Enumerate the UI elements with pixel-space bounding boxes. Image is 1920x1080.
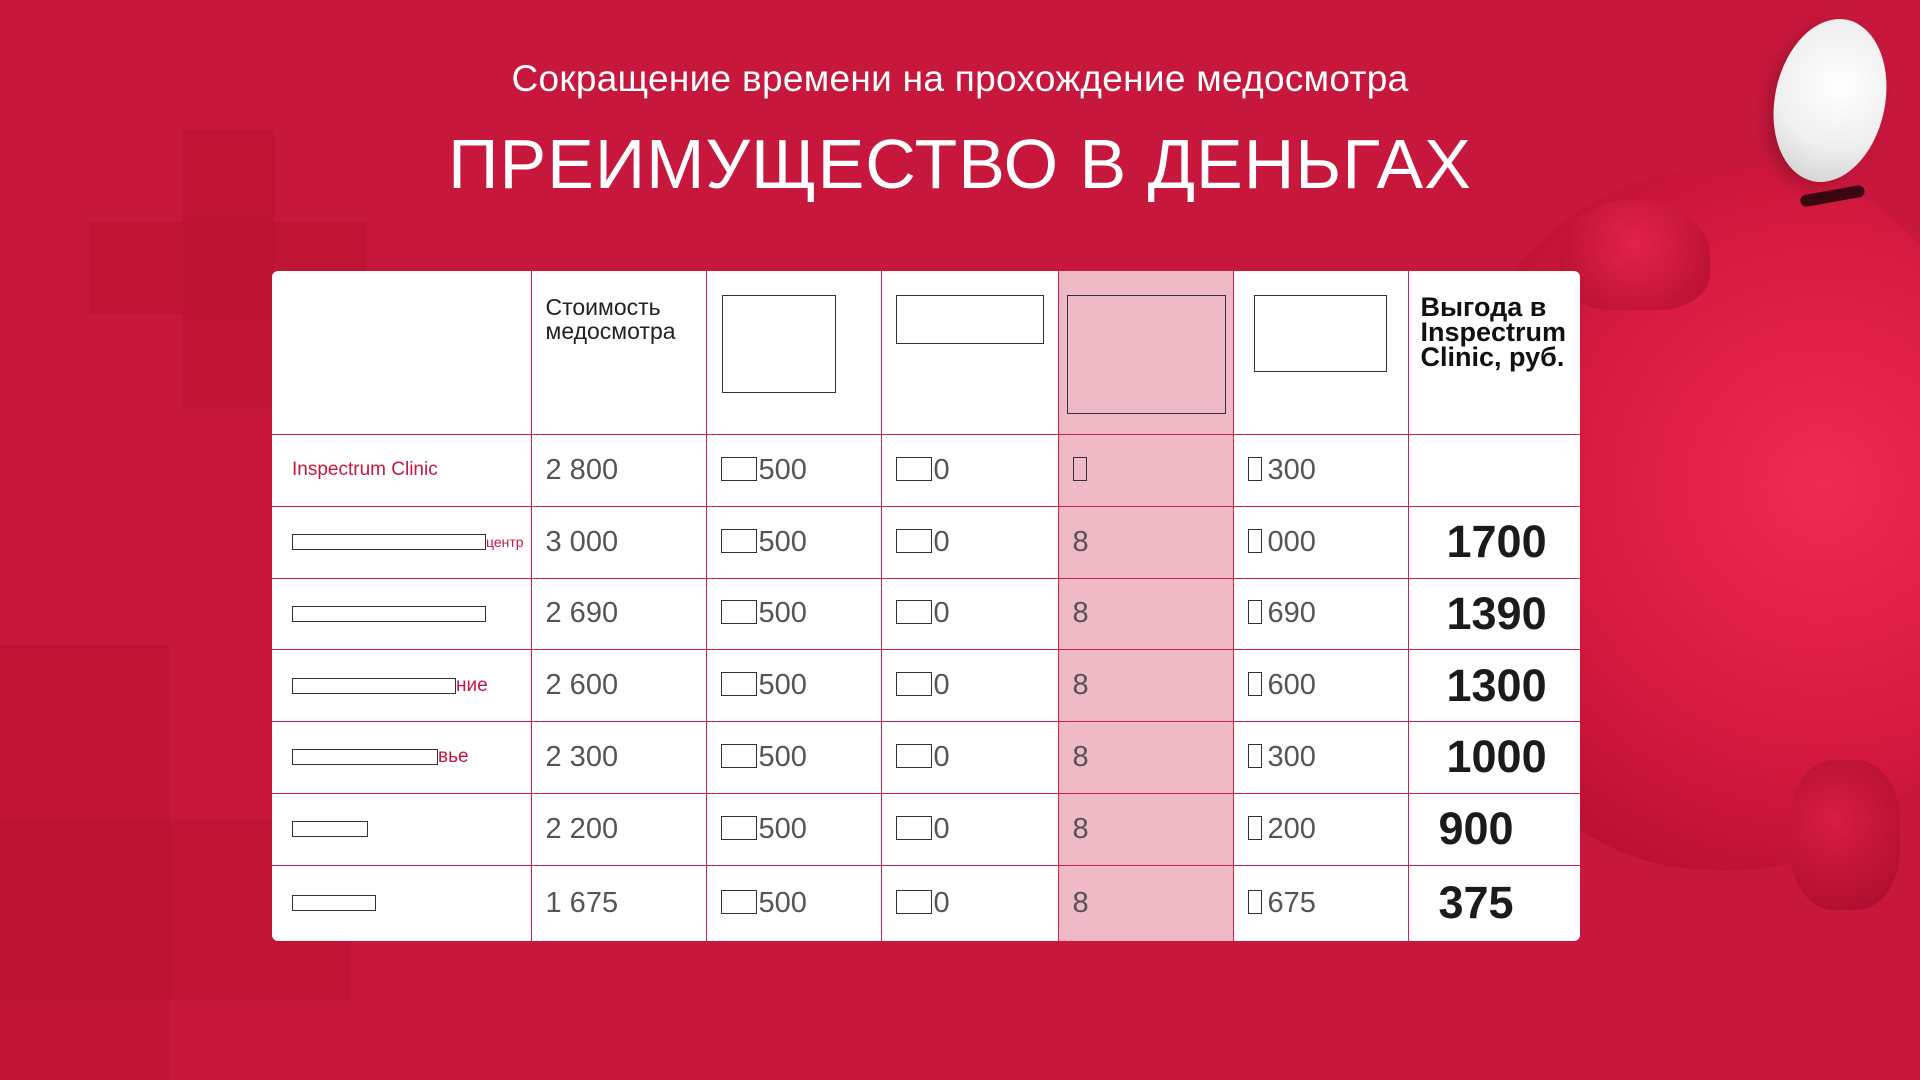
header-col-3 xyxy=(706,271,881,435)
col5-cell xyxy=(1058,435,1233,507)
cost-cell: 2 300 xyxy=(531,722,706,794)
col6-cell: 300 xyxy=(1233,722,1408,794)
col5-cell: 8 xyxy=(1058,506,1233,578)
placeholder-box xyxy=(896,457,932,481)
slide-title: ПРЕИМУЩЕСТВО В ДЕНЬГАХ xyxy=(448,125,1472,203)
piggy-bank-leg xyxy=(1790,760,1900,910)
table-row xyxy=(272,865,1580,941)
comparison-table xyxy=(272,271,1580,941)
table-row xyxy=(272,650,1580,722)
col6-cell: 690 xyxy=(1233,578,1408,650)
redacted-name-box xyxy=(292,534,486,550)
cost-cell: 2 600 xyxy=(531,650,706,722)
placeholder-box xyxy=(721,529,757,553)
cost-cell: 2 690 xyxy=(531,578,706,650)
table-row xyxy=(272,722,1580,794)
clinic-name: ние xyxy=(272,650,531,722)
placeholder-box xyxy=(721,672,757,696)
col3-cell: 500 xyxy=(706,865,881,941)
col6-cell: 300 xyxy=(1233,435,1408,507)
col6-cell: 200 xyxy=(1233,793,1408,865)
col4-cell: 0 xyxy=(881,865,1058,941)
placeholder-box xyxy=(896,890,932,914)
placeholder-box xyxy=(1248,890,1262,914)
placeholder-box xyxy=(721,816,757,840)
header-benefit-label: Выгода в Inspectrum Clinic, руб. xyxy=(1420,292,1567,372)
col5-cell: 8 xyxy=(1058,793,1233,865)
cost-cell: 3 000 xyxy=(531,506,706,578)
col4-cell: 0 xyxy=(881,506,1058,578)
comparison-table-card xyxy=(272,271,1580,941)
clinic-name: центр xyxy=(272,506,531,578)
placeholder-box xyxy=(1248,457,1262,481)
benefit-cell: 1390 xyxy=(1408,578,1580,650)
benefit-cell: 1300 xyxy=(1408,650,1580,722)
col4-cell: 0 xyxy=(881,435,1058,507)
benefit-cell: 1000 xyxy=(1408,722,1580,794)
benefit-cell: 900 xyxy=(1408,793,1580,865)
cost-cell: 2 800 xyxy=(531,435,706,507)
redacted-name-box xyxy=(292,749,438,765)
placeholder-box xyxy=(721,890,757,914)
header-placeholder-box xyxy=(1067,295,1226,414)
table-header-row xyxy=(272,271,1580,435)
placeholder-box xyxy=(1248,529,1262,553)
col3-cell: 500 xyxy=(706,506,881,578)
placeholder-box xyxy=(1248,744,1262,768)
clinic-name xyxy=(272,793,531,865)
placeholder-box xyxy=(721,457,757,481)
redacted-name-box xyxy=(292,678,456,694)
col6-cell: 600 xyxy=(1233,650,1408,722)
cost-cell: 1 675 xyxy=(531,865,706,941)
col5-cell: 8 xyxy=(1058,722,1233,794)
cost-cell: 2 200 xyxy=(531,793,706,865)
placeholder-box xyxy=(1248,600,1262,624)
col5-cell: 8 xyxy=(1058,865,1233,941)
header-cost xyxy=(531,271,706,435)
placeholder-box xyxy=(896,744,932,768)
clinic-name xyxy=(272,578,531,650)
header-col-5 xyxy=(1058,271,1233,435)
col4-cell: 0 xyxy=(881,650,1058,722)
placeholder-box xyxy=(896,816,932,840)
col3-cell: 500 xyxy=(706,578,881,650)
table-row xyxy=(272,506,1580,578)
redacted-name-box xyxy=(292,606,486,622)
header-cost-label: Стоимость медосмотра xyxy=(545,294,676,344)
col4-cell: 0 xyxy=(881,793,1058,865)
col3-cell: 500 xyxy=(706,722,881,794)
redacted-name-box xyxy=(292,895,376,911)
header-col-4 xyxy=(881,271,1058,435)
header-benefit xyxy=(1408,271,1580,435)
header-placeholder-box xyxy=(722,295,836,393)
table-row xyxy=(272,793,1580,865)
col3-cell: 500 xyxy=(706,435,881,507)
slide-subtitle: Сокращение времени на прохождение медосмотра xyxy=(511,58,1409,99)
placeholder-box xyxy=(1248,672,1262,696)
placeholder-box xyxy=(896,672,932,696)
redacted-name-box xyxy=(292,821,368,837)
placeholder-box xyxy=(1248,816,1262,840)
header-placeholder-box xyxy=(896,295,1044,344)
benefit-cell: 375 xyxy=(1408,865,1580,941)
col6-cell: 675 xyxy=(1233,865,1408,941)
clinic-name xyxy=(272,865,531,941)
placeholder-box xyxy=(1073,457,1087,481)
clinic-name: Inspectrum Clinic xyxy=(272,435,531,507)
col5-cell: 8 xyxy=(1058,578,1233,650)
benefit-cell: 1700 xyxy=(1408,506,1580,578)
header-clinic xyxy=(272,271,531,435)
col3-cell: 500 xyxy=(706,650,881,722)
piggy-bank-ear xyxy=(1560,200,1710,310)
placeholder-box xyxy=(721,600,757,624)
placeholder-box xyxy=(896,600,932,624)
col5-cell: 8 xyxy=(1058,650,1233,722)
col4-cell: 0 xyxy=(881,722,1058,794)
table-row xyxy=(272,435,1580,507)
placeholder-box xyxy=(896,529,932,553)
header-col-6 xyxy=(1233,271,1408,435)
header-placeholder-box xyxy=(1254,295,1387,372)
placeholder-box xyxy=(721,744,757,768)
col3-cell: 500 xyxy=(706,793,881,865)
col6-cell: 000 xyxy=(1233,506,1408,578)
benefit-cell xyxy=(1408,435,1580,507)
clinic-name: вье xyxy=(272,722,531,794)
table-row xyxy=(272,578,1580,650)
col4-cell: 0 xyxy=(881,578,1058,650)
